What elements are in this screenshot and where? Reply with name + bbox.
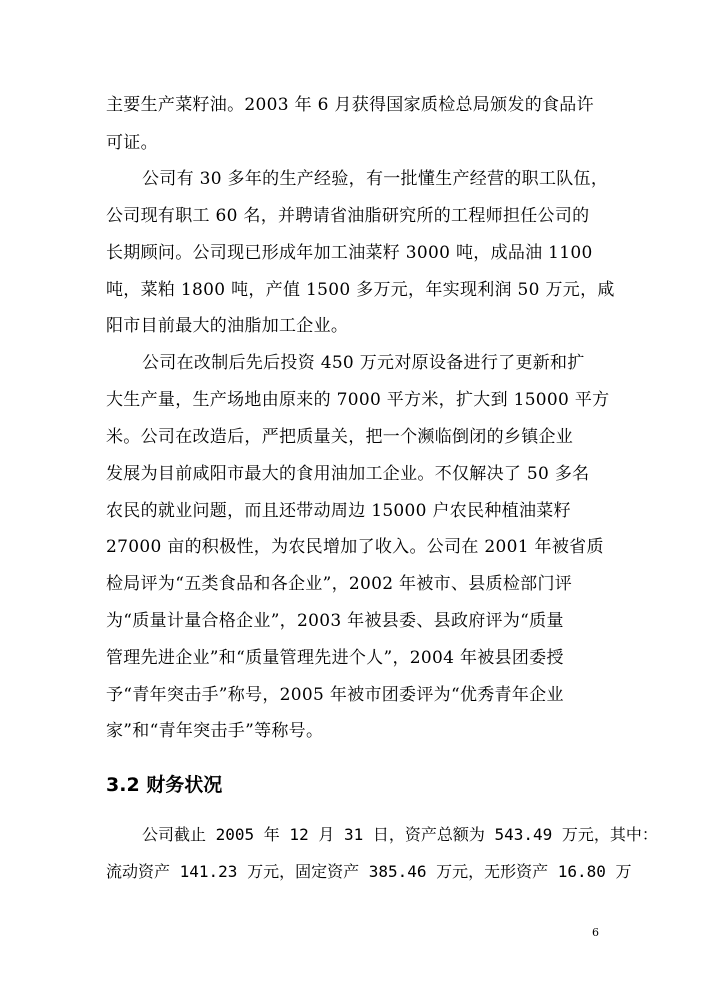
paragraph-reform-line-10: 予“青年突击手”称号，2005 年被市团委评为“优秀青年企业 bbox=[106, 685, 564, 705]
paragraph-reform-line-9: 管理先进企业”和“质量管理先进个人”，2004 年被县团委授 bbox=[106, 648, 564, 668]
paragraph-finance-line-2: 流动资产 141.23 万元，固定资产 385.46 万元，无形资产 16.80 万 bbox=[106, 862, 632, 881]
paragraph-experience-line-1: 公司有 30 多年的生产经验，有一批懂生产经营的职工队伍， bbox=[142, 169, 609, 189]
paragraph-continuation-line-2: 可证。 bbox=[106, 133, 158, 153]
paragraph-finance-line-1: 公司截止 2005 年 12 月 31 日，资产总额为 543.49 万元，其中： bbox=[142, 825, 658, 844]
paragraph-experience-line-2: 公司现有职工 60 名，并聘请省油脂研究所的工程师担任公司的 bbox=[106, 206, 590, 226]
paragraph-experience-line-4: 吨，菜粕 1800 吨，产值 1500 多万元，年实现利润 50 万元，咸 bbox=[106, 280, 615, 300]
page-number: 6 bbox=[592, 926, 599, 939]
paragraph-reform-line-4: 发展为目前咸阳市最大的食用油加工企业。不仅解决了 50 多名 bbox=[106, 464, 590, 484]
paragraph-experience-line-5: 阳市目前最大的油脂加工企业。 bbox=[106, 316, 349, 336]
paragraph-reform-line-1: 公司在改制后先后投资 450 万元对原设备进行了更新和扩 bbox=[142, 353, 585, 373]
paragraph-reform-line-5: 农民的就业问题，而且还带动周边 15000 户农民种植油菜籽 bbox=[106, 501, 571, 521]
paragraph-experience-line-3: 长期顾问。公司现已形成年加工油菜籽 3000 吨，成品油 1100 bbox=[106, 243, 593, 263]
paragraph-reform-line-3: 米。公司在改造后，严把质量关，把一个濒临倒闭的乡镇企业 bbox=[106, 427, 574, 447]
paragraph-reform-line-7: 检局评为“五类食品和各企业”，2002 年被市、县质检部门评 bbox=[106, 574, 573, 594]
paragraph-reform-line-6: 27000 亩的积极性，为农民增加了收入。公司在 2001 年被省质 bbox=[106, 537, 604, 557]
paragraph-continuation-line-1: 主要生产菜籽油。2003 年 6 月获得国家质检总局颁发的食品许 bbox=[106, 95, 594, 115]
paragraph-reform-line-11: 家”和“青年突击手”等称号。 bbox=[106, 721, 324, 741]
paragraph-reform-line-8: 为“质量计量合格企业”，2003 年被县委、县政府评为“质量 bbox=[106, 611, 564, 631]
section-heading: 3.2 财务状况 bbox=[106, 774, 223, 796]
paragraph-reform-line-2: 大生产量，生产场地由原来的 7000 平方米，扩大到 15000 平方 bbox=[106, 390, 610, 410]
